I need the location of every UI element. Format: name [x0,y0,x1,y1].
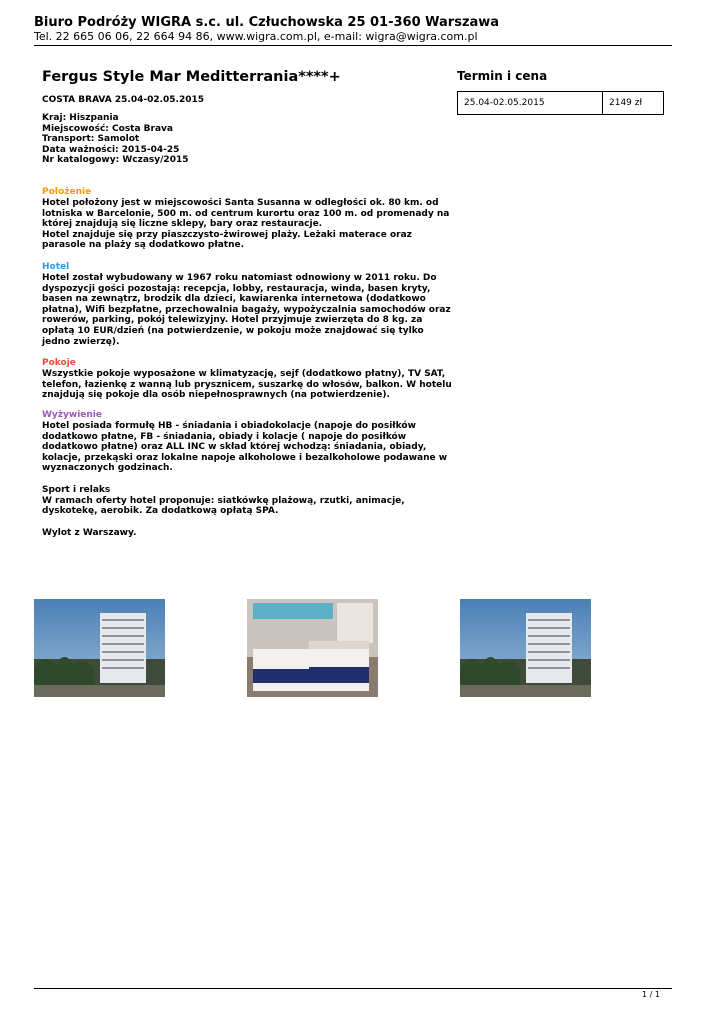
meta-validity: Data ważności: 2015-04-25 [42,145,180,155]
section-title-rooms: Pokoje [42,358,76,368]
section-body-sport: Sport i relaks W ramach oferty hotel proponuje: siatkówkę plażową, rzutki, animacje, dyskotekę, aerobik. Za dodatkową opłatą SPA. [42,485,405,517]
page-number: 1 / 1 [642,990,660,999]
price-heading: Termin i cena [457,69,548,83]
section-body-board: Hotel posiada formułę HB - śniadania i obiadokolacje (napoje do posiłków dodatkowo płatne, FB - śniadania, obiady i kolacje ( napoje do posiłków dodatkowo płatne) oraz ALL INC w skład której wchodzą: śniadania, obiady, kolacje, przekąski oraz lokalne napoje alkoholowe i bezalkoholowe podawane w wyznaczonych godzinach. [42,421,448,474]
price-value-cell: 2149 zł [609,98,643,108]
meta-transport: Transport: Samolot [42,134,140,144]
company-name: Biuro Podróży WIGRA s.c. ul. Człuchowska 25 01-360 Warszawa [34,15,500,30]
meta-country: Kraj: Hiszpania [42,113,119,123]
section-title-location: Położenie [42,187,92,197]
section-body-location: Hotel położony jest w miejscowości Santa Susanna w odległości ok. 80 km. od lotniska w Barcelonie, 500 m. od centrum kurortu oraz 100 m. od promenady na której znajdują się liczne sklepy, bary oraz restauracje. Hotel znajduje się przy piaszczysto-żwirowej plaży. Leżaki materace oraz parasole na plaży są dodatkowo płatne. [42,198,450,251]
section-body-departure: Wylot z Warszawy. [42,528,137,538]
section-title-board: Wyżywienie [42,410,102,420]
section-body-hotel: Hotel został wybudowany w 1967 roku natomiast odnowiony w 2011 roku. Do dyspozycji gości pozostają: recepcja, lobby, restauracja, winda, basen kryty, basen na zewnątrz, brodzik dla dzieci, kawiarenka internetowa (dodatkowo płatna), Wifi bezpłatne, przechowalnia bagaży, wypożyczalnia samochodów oraz rowerów, parking, pokój telewizyjny. Hotel przyjmuje zwierzęta do 8 kg. za opłatą 10 EUR/dzień (na potwierdzenie, w pokoju może znajdować się tylko jedno zwierzę). [42,273,451,347]
price-table [457,91,664,115]
offer-subtitle: COSTA BRAVA 25.04-02.05.2015 [42,95,205,105]
offer-title: Fergus Style Mar Meditterrania****+ [42,69,341,85]
footer-divider [34,988,672,989]
meta-catalog: Nr katalogowy: Wczasy/2015 [42,155,189,165]
section-title-hotel: Hotel [42,262,70,272]
hotel-photo-2[interactable] [247,599,378,697]
price-date-cell: 25.04-02.05.2015 [458,92,603,114]
company-contact: Tel. 22 665 06 06, 22 664 94 86, www.wigra.com.pl, e-mail: wigra@wigra.com.pl [34,30,478,43]
hotel-photo-1[interactable] [34,599,165,697]
section-body-rooms: Wszystkie pokoje wyposażone w klimatyzację, sejf (dodatkowo płatny), TV SAT, telefon, łazienkę z wanną lub prysznicem, suszarkę do włosów, balkon. W hotelu znajdują się pokoje dla osób niepełnosprawnych (na potwierdzenie). [42,369,452,401]
header-divider [34,45,672,46]
meta-location: Miejscowość: Costa Brava [42,124,173,134]
hotel-photo-3[interactable] [460,599,591,697]
